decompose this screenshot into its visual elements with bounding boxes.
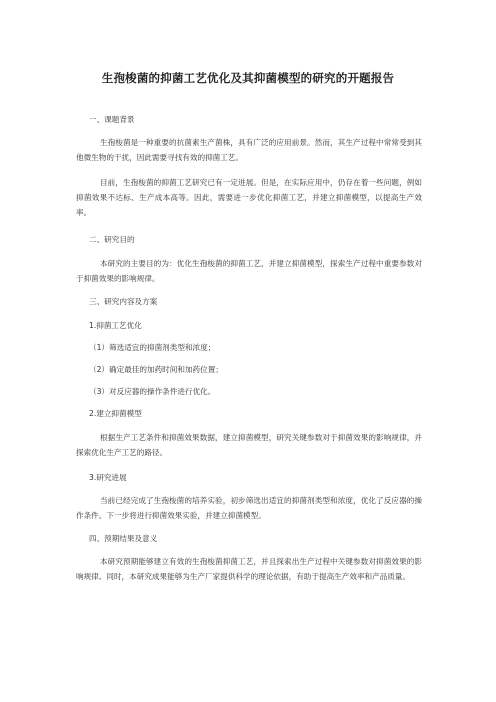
section-heading-background: 一、课题背景 bbox=[89, 115, 135, 124]
paragraph-background-1: 生孢梭菌是一种重要的抗菌素生产菌株，具有广泛的应用前景。然而，其生产过程中常常受到其他微生物的干扰，因此需要寻找有效的抑菌工艺。 bbox=[76, 138, 422, 162]
subheading-process-optimization: 1.抑菌工艺优化 bbox=[89, 321, 142, 330]
paragraph-results: 本研究预期能够建立有效的生孢梭菌抑菌工艺，并且探索出生产过程中关键参数对抑菌效果的影响规律。同时，本研究成果能够为生产厂家提供科学的理论依据，有助于提高生产效率和产品质量。 bbox=[76, 557, 422, 581]
list-item: （2）确定最佳的加药时间和加药位置； bbox=[89, 365, 223, 374]
paragraph-model: 根据生产工艺条件和抑菌效果数据，建立抑菌模型，研究关键参数对于抑菌效果的影响规律，并探索优化生产工艺的路径。 bbox=[76, 433, 422, 457]
document-title: 生孢梭菌的抑菌工艺优化及其抑菌模型的研究的开题报告 bbox=[101, 71, 395, 85]
section-heading-purpose: 二、研究目的 bbox=[89, 235, 135, 244]
paragraph-background-2: 目前，生孢梭菌的抑菌工艺研究已有一定进展。但是，在实际应用中，仍存在着一些问题，例如抑菌效果不达标、生产成本高等。因此，需要进一步优化抑菌工艺，并建立抑菌模型，以提高生产效率。 bbox=[76, 178, 422, 217]
subheading-model: 2.建立抑菌模型 bbox=[89, 409, 142, 418]
paragraph-progress: 当前已经完成了生孢梭菌的培养实验，初步筛选出适宜的抑菌剂类型和浓度，优化了反应器的操作条件。下一步将进行抑菌效果实验，并建立抑菌模型。 bbox=[76, 496, 422, 520]
section-heading-results: 四、预期结果及意义 bbox=[89, 534, 158, 543]
section-heading-content: 三、研究内容及方案 bbox=[89, 297, 158, 306]
subheading-progress: 3.研究进展 bbox=[89, 473, 127, 482]
paragraph-purpose: 本研究的主要目的为：优化生孢梭菌的抑菌工艺，并建立抑菌模型，探索生产过程中重要参数对于抑菌效果的影响规律。 bbox=[76, 259, 422, 283]
list-item: （1）筛选适宜的抑菌剂类型和浓度； bbox=[89, 343, 216, 352]
list-item: （3）对反应器的操作条件进行优化。 bbox=[89, 387, 216, 396]
